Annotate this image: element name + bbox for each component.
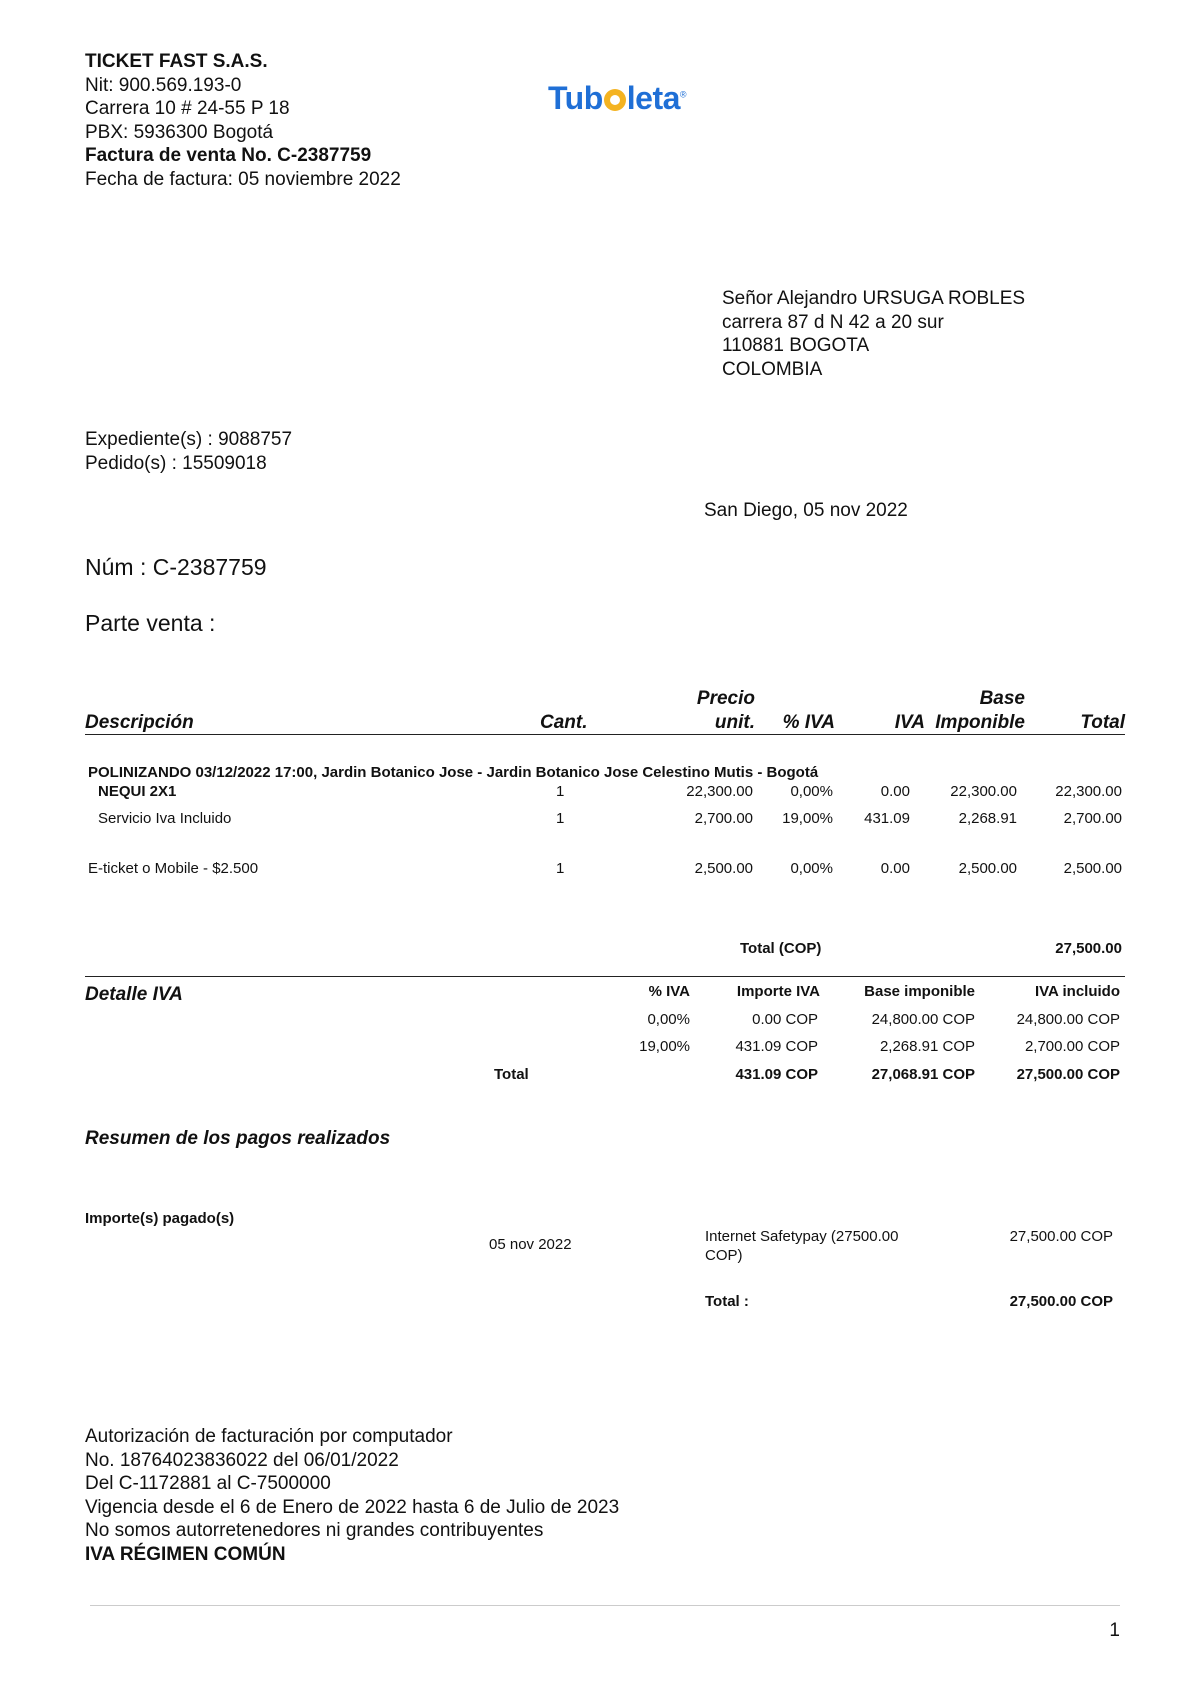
items-total-label: Total (COP) bbox=[740, 940, 822, 957]
pedido: Pedido(s) : 15509018 bbox=[85, 452, 267, 474]
header-descripcion: Descripción bbox=[85, 712, 194, 733]
header-precio-2: unit. bbox=[714, 712, 755, 733]
parte-venta: Parte venta : bbox=[85, 610, 216, 636]
row-iva: 431.09 bbox=[864, 810, 910, 827]
invoice-number: Núm : C-2387759 bbox=[85, 554, 267, 580]
row-total: 2,500.00 bbox=[1063, 860, 1122, 877]
iva-row-importe: 0.00 COP bbox=[752, 1011, 818, 1028]
footer-line-4: Vigencia desde el 6 de Enero de 2022 hasta 6 de Julio de 2023 bbox=[85, 1496, 620, 1518]
expediente: Expediente(s) : 9088757 bbox=[85, 429, 293, 450]
header-iva: IVA bbox=[894, 712, 925, 733]
event-line: POLINIZANDO 03/12/2022 17:00, Jardin Botanico Jose - Jardin Botanico Jose Celestino Mutis - Bogotá bbox=[88, 764, 819, 781]
row-description: NEQUI 2X1 bbox=[98, 783, 177, 800]
items-header-rule bbox=[85, 734, 1125, 735]
iva-section-rule bbox=[85, 976, 1125, 977]
recipient-address bbox=[722, 287, 1025, 381]
header-total: Total bbox=[1080, 712, 1125, 733]
row-base: 2,500.00 bbox=[958, 860, 1017, 877]
footer-line-6: IVA RÉGIMEN COMÚN bbox=[85, 1543, 286, 1565]
row-pct-iva: 0,00% bbox=[790, 860, 833, 877]
payment-amount: 27,500.00 COP bbox=[1009, 1228, 1113, 1245]
authorization-footer bbox=[85, 1425, 619, 1566]
company-pbx: PBX: 5936300 Bogotá bbox=[85, 121, 274, 143]
iva-header-pct: % IVA bbox=[648, 983, 690, 1000]
footer-line-1: Autorización de facturación por computador bbox=[85, 1426, 453, 1447]
recipient-line2: 110881 BOGOTA bbox=[722, 335, 870, 356]
payment-method-line2: COP) bbox=[705, 1247, 743, 1264]
row-cant: 1 bbox=[556, 860, 565, 877]
row-total: 22,300.00 bbox=[1055, 783, 1122, 800]
header-precio-1: Precio bbox=[696, 688, 755, 709]
row-description: Servicio Iva Incluido bbox=[98, 810, 232, 827]
row-iva: 0.00 bbox=[880, 860, 910, 877]
logo-trademark: ® bbox=[679, 89, 687, 100]
footer-divider bbox=[90, 1605, 1120, 1606]
payments-total-value: 27,500.00 COP bbox=[1009, 1293, 1113, 1310]
row-precio: 2,700.00 bbox=[694, 810, 753, 827]
row-precio: 22,300.00 bbox=[686, 783, 753, 800]
row-precio: 2,500.00 bbox=[694, 860, 753, 877]
footer-line-2: No. 18764023836022 del 06/01/2022 bbox=[85, 1449, 399, 1471]
recipient-name: Señor Alejandro URSUGA ROBLES bbox=[722, 288, 1026, 309]
iva-row-base: 24,800.00 COP bbox=[871, 1011, 975, 1028]
iva-row-incluido: 2,700.00 COP bbox=[1024, 1038, 1120, 1055]
iva-total-base: 27,068.91 COP bbox=[871, 1066, 975, 1083]
iva-row-pct: 0,00% bbox=[647, 1011, 690, 1028]
row-total: 2,700.00 bbox=[1063, 810, 1122, 827]
row-iva: 0.00 bbox=[880, 783, 910, 800]
row-base: 2,268.91 bbox=[958, 810, 1017, 827]
iva-header-importe: Importe IVA bbox=[736, 983, 820, 1000]
iva-row-incluido: 24,800.00 COP bbox=[1016, 1011, 1120, 1028]
iva-header-base: Base imponible bbox=[864, 983, 975, 1000]
row-pct-iva: 0,00% bbox=[790, 783, 833, 800]
logo-text-end: leta bbox=[626, 80, 680, 116]
row-base: 22,300.00 bbox=[950, 783, 1017, 800]
footer-line-5: No somos autorretenedores ni grandes contribuyentes bbox=[85, 1520, 544, 1541]
references bbox=[85, 428, 292, 475]
company-address: Carrera 10 # 24-55 P 18 bbox=[85, 98, 290, 119]
footer-line-3: Del C-1172881 al C-7500000 bbox=[85, 1473, 331, 1494]
iva-row-importe: 431.09 COP bbox=[735, 1038, 818, 1055]
company-nit: Nit: 900.569.193-0 bbox=[85, 74, 242, 96]
company-name: TICKET FAST S.A.S. bbox=[85, 51, 268, 72]
page-number: 1 bbox=[1109, 1620, 1120, 1641]
recipient-line3: COLOMBIA bbox=[722, 358, 823, 380]
header-cant: Cant. bbox=[540, 712, 588, 733]
iva-row-base: 2,268.91 COP bbox=[879, 1038, 975, 1055]
iva-detail-title: Detalle IVA bbox=[85, 984, 183, 1005]
payments-label: Importe(s) pagado(s) bbox=[85, 1210, 235, 1227]
iva-total-importe: 431.09 COP bbox=[735, 1066, 818, 1083]
iva-header-incluido: IVA incluido bbox=[1035, 983, 1120, 1000]
logo-text-start: Tub bbox=[548, 80, 603, 116]
header-pct-iva: % IVA bbox=[782, 712, 835, 733]
iva-total-incluido: 27,500.00 COP bbox=[1016, 1066, 1120, 1083]
payment-date: 05 nov 2022 bbox=[489, 1236, 572, 1253]
invoice-title: Factura de venta No. C-2387759 bbox=[85, 145, 372, 166]
row-pct-iva: 19,00% bbox=[782, 810, 833, 827]
tuboleta-logo bbox=[548, 80, 686, 117]
items-total-value: 27,500.00 bbox=[1055, 940, 1122, 957]
recipient-line1: carrera 87 d N 42 a 20 sur bbox=[722, 311, 944, 333]
iva-row-pct: 19,00% bbox=[639, 1038, 690, 1055]
row-description: E-ticket o Mobile - $2.500 bbox=[88, 860, 259, 877]
row-cant: 1 bbox=[556, 783, 565, 800]
payments-title: Resumen de los pagos realizados bbox=[85, 1128, 391, 1149]
place-date: San Diego, 05 nov 2022 bbox=[704, 500, 908, 521]
iva-total-label: Total bbox=[494, 1066, 529, 1083]
header-base-1: Base bbox=[979, 688, 1025, 709]
invoice-date: Fecha de factura: 05 noviembre 2022 bbox=[85, 168, 401, 190]
payments-total-label: Total : bbox=[705, 1293, 749, 1310]
payment-method-line1: Internet Safetypay (27500.00 bbox=[705, 1228, 899, 1245]
company-info bbox=[85, 50, 401, 191]
row-cant: 1 bbox=[556, 810, 565, 827]
header-base-2: Imponible bbox=[935, 712, 1025, 733]
logo-ball-icon bbox=[604, 89, 626, 111]
